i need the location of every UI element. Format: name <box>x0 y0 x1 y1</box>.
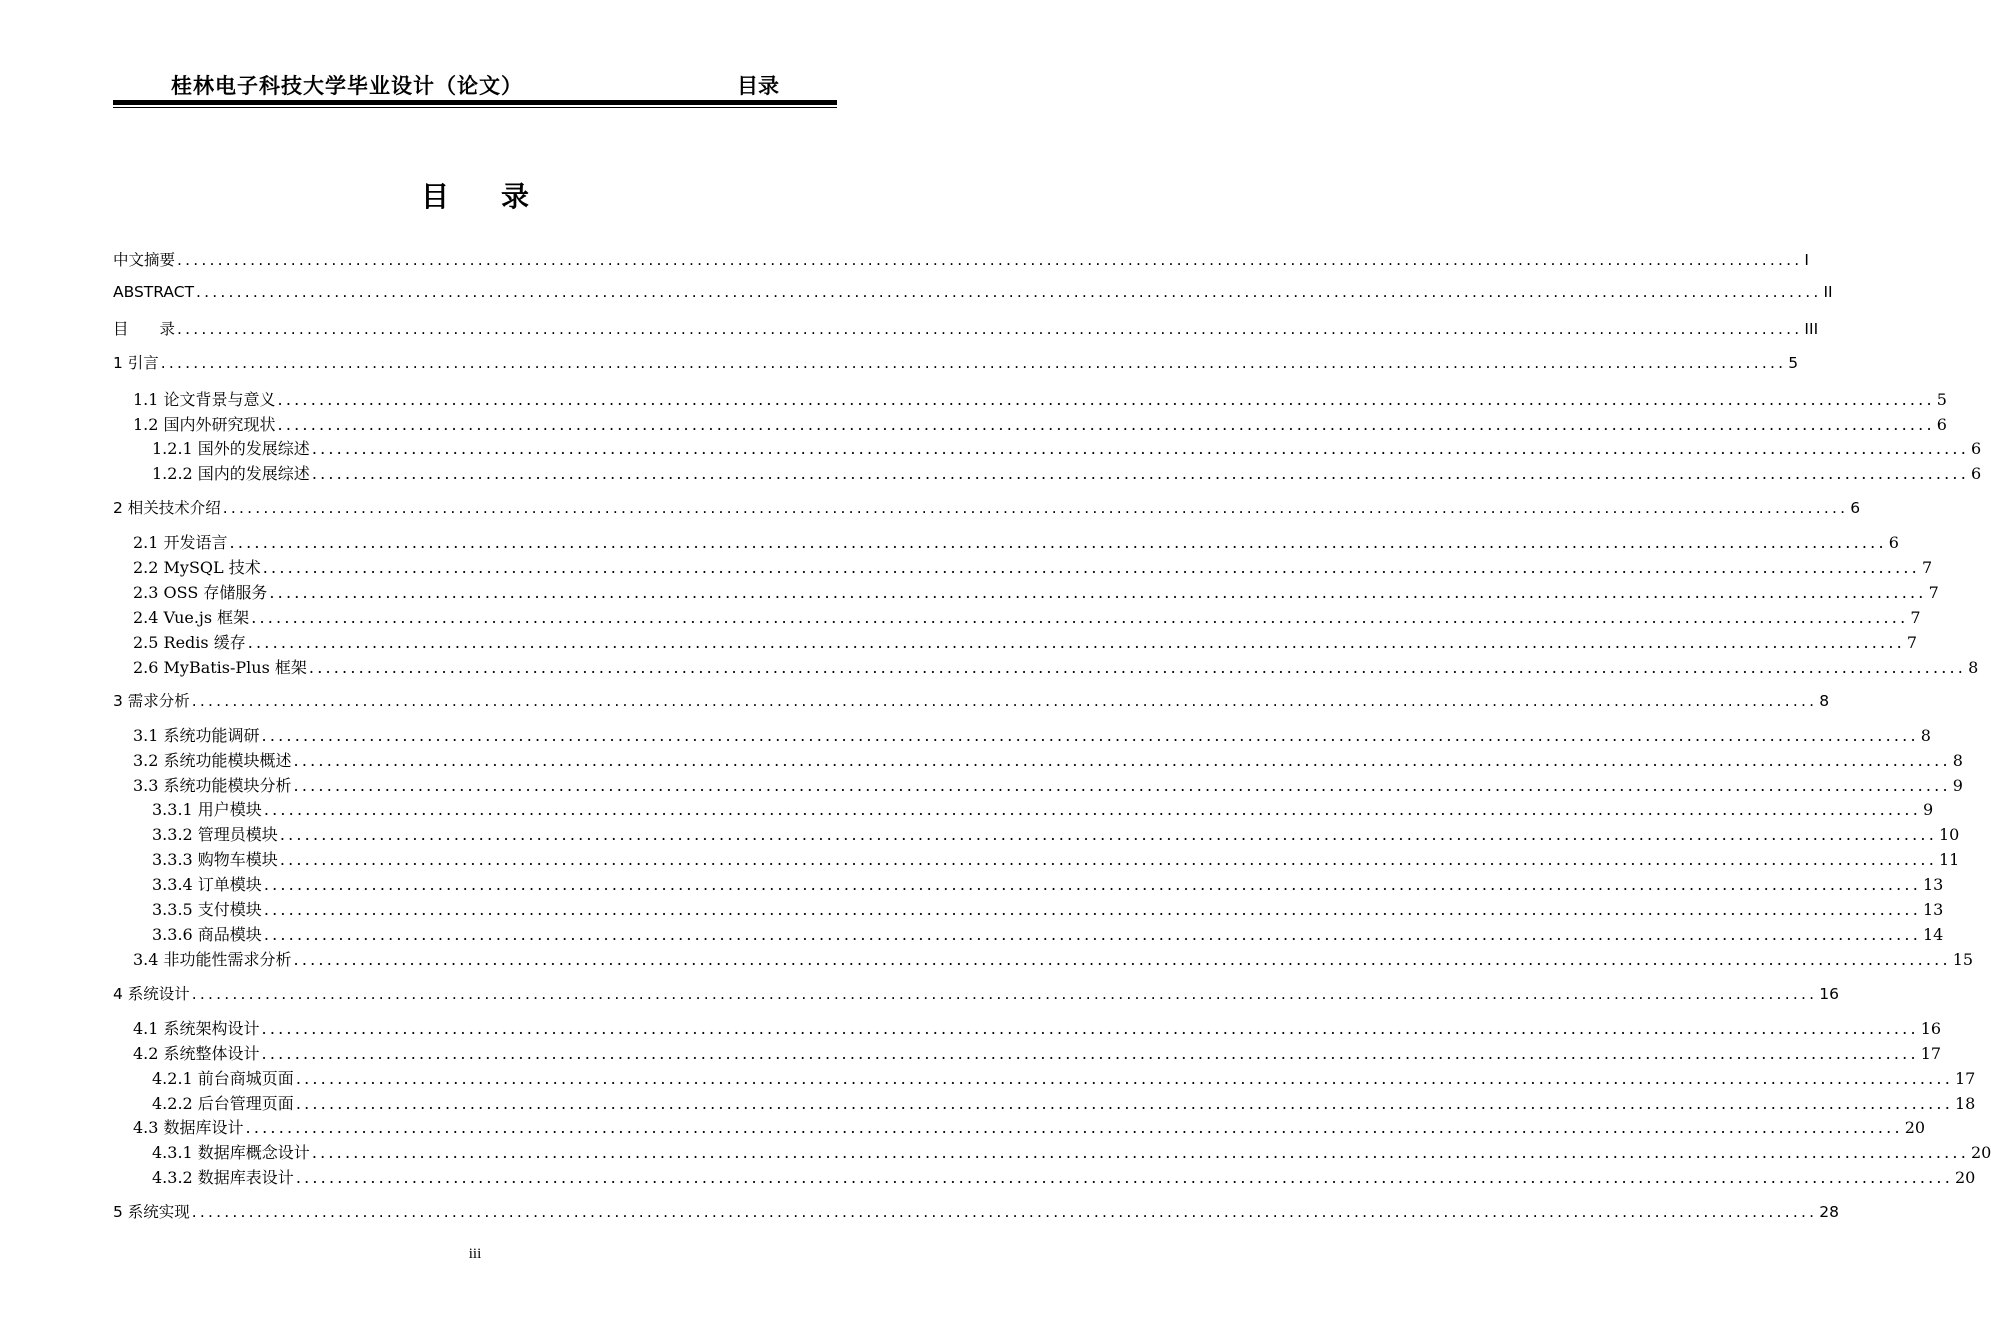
toc-entry-label: 4.2.1 前台商城页面 <box>152 1069 294 1088</box>
toc-dot-leader: ........................................................................................................................................................................................................ <box>311 464 1969 483</box>
toc-dot-leader: ........................................................................................................................................................................................................ <box>277 390 1935 409</box>
toc-entry-page: 16 <box>1920 1019 1942 1038</box>
toc-entry[interactable] <box>113 897 1944 920</box>
toc-entry-page: 20 <box>1955 1168 1976 1187</box>
toc-entry[interactable] <box>113 317 1819 339</box>
toc-dot-leader: ........................................................................................................................................................................................................ <box>277 415 1935 434</box>
toc-entry-page: 17 <box>1955 1069 1976 1088</box>
toc-dot-leader: ........................................................................................................................................................................................................ <box>196 283 1822 301</box>
toc-dot-leader: ........................................................................................................................................................................................................ <box>311 1143 1969 1162</box>
header-rule-thin <box>113 107 837 108</box>
toc-entry-page: 5 <box>1936 390 1947 409</box>
toc-entry[interactable] <box>113 822 1960 845</box>
toc-entry[interactable] <box>113 412 1947 435</box>
toc-entry-page: 17 <box>1920 1044 1942 1063</box>
toc-entry[interactable] <box>113 496 1861 518</box>
toc-entry-label: 5 系统实现 <box>113 1203 190 1221</box>
toc-entry-page: 7 <box>1910 608 1921 627</box>
toc-entry-label: 4.2 系统整体设计 <box>133 1044 260 1063</box>
toc-entry-label: 1 引言 <box>113 354 159 372</box>
toc-entry[interactable] <box>113 1115 1926 1138</box>
toc-entry[interactable] <box>113 1140 1991 1163</box>
toc-entry-page: 7 <box>1928 583 1939 602</box>
toc-dot-leader: ........................................................................................................................................................................................................ <box>261 1019 1919 1038</box>
toc-entry[interactable] <box>113 689 1830 711</box>
toc-dot-leader: ........................................................................................................................................................................................................ <box>279 825 1937 844</box>
toc-dot-leader: ........................................................................................................................................................................................................ <box>269 583 1927 602</box>
toc-entry[interactable] <box>113 872 1944 895</box>
toc-dot-leader: ........................................................................................................................................................................................................ <box>191 985 1818 1003</box>
toc-entry-label: ABSTRACT <box>113 283 195 301</box>
toc-entry[interactable] <box>113 283 1833 301</box>
toc-entry-page: II <box>1823 283 1833 301</box>
toc-entry-page: 7 <box>1921 558 1933 577</box>
toc-entry-page: 5 <box>1788 354 1799 372</box>
toc-dot-leader: ........................................................................................................................................................................................................ <box>293 950 1951 969</box>
toc-entry-label: 2.2 MySQL 技术 <box>133 558 261 577</box>
toc-entry[interactable] <box>113 797 1934 820</box>
toc-dot-leader: ........................................................................................................................................................................................................ <box>295 1168 1953 1187</box>
toc-entry-page: 13 <box>1923 875 1944 894</box>
toc-entry-label: 1.2.2 国内的发展综述 <box>152 464 310 483</box>
toc-entry[interactable] <box>113 947 1974 970</box>
toc-entry-page: 6 <box>1888 533 1899 552</box>
toc-entry[interactable] <box>113 748 1963 771</box>
toc-entry-label: 3.2 系统功能模块概述 <box>133 751 292 770</box>
toc-dot-leader: ........................................................................................................................................................................................................ <box>261 726 1919 745</box>
toc-entry-label: 3.3.6 商品模块 <box>152 925 262 944</box>
toc-entry-page: 16 <box>1819 985 1839 1003</box>
toc-entry-label: 3.3 系统功能模块分析 <box>133 776 292 795</box>
toc-entry[interactable] <box>113 723 1931 746</box>
toc-dot-leader: ........................................................................................................................................................................................................ <box>247 633 1905 652</box>
toc-entry[interactable] <box>113 773 1963 796</box>
page-header <box>113 60 837 108</box>
toc-dot-leader: ........................................................................................................................................................................................................ <box>229 533 1887 552</box>
toc-entry-label: 3.3.1 用户模块 <box>152 800 262 819</box>
header-section-title: 目录 <box>737 73 779 98</box>
toc-dot-leader: ........................................................................................................................................................................................................ <box>263 875 1921 894</box>
toc-entry[interactable] <box>113 248 1809 270</box>
toc-entry[interactable] <box>113 1091 1976 1114</box>
toc-entry-page: 8 <box>1920 726 1931 745</box>
page-number: iii <box>468 1246 482 1262</box>
toc-entry-page: 8 <box>1952 751 1963 770</box>
toc-dot-leader: ........................................................................................................................................................................................................ <box>293 776 1951 795</box>
toc-entry-label: 1.2 国内外研究现状 <box>133 415 276 434</box>
toc-entry-page: 6 <box>1850 499 1861 517</box>
toc-entry[interactable] <box>113 351 1799 373</box>
toc-entry-page: 6 <box>1936 415 1947 434</box>
toc-entry[interactable] <box>113 630 1918 653</box>
toc-dot-leader: ........................................................................................................................................................................................................ <box>263 800 1921 819</box>
toc-entry[interactable] <box>113 555 1933 578</box>
toc-entry[interactable] <box>113 530 1899 553</box>
toc-entry-page: 6 <box>1971 439 1982 458</box>
toc-dot-leader: ........................................................................................................................................................................................................ <box>293 751 1951 770</box>
toc-entry[interactable] <box>113 922 1944 945</box>
toc-entry-label: 1.1 论文背景与意义 <box>133 390 276 409</box>
toc-entry-label: 3.3.4 订单模块 <box>152 875 262 894</box>
toc-dot-leader: ........................................................................................................................................................................................................ <box>191 692 1818 710</box>
toc-entry-label: 3.4 非功能性需求分析 <box>133 950 292 969</box>
toc-entry-page: 10 <box>1939 825 1960 844</box>
toc-entry-page: 20 <box>1904 1118 1926 1137</box>
toc-entry-page: 15 <box>1952 950 1974 969</box>
toc-entry-label: 4.2.2 后台管理页面 <box>152 1094 294 1113</box>
toc-dot-leader: ........................................................................................................................................................................................................ <box>177 251 1803 269</box>
toc-entry-label: 2.5 Redis 缓存 <box>133 633 246 652</box>
toc-entry-label: 4.3 数据库设计 <box>133 1118 244 1137</box>
toc-entry[interactable] <box>113 461 1982 484</box>
toc-entry-label: 4.3.2 数据库表设计 <box>152 1168 294 1187</box>
toc-entry[interactable] <box>113 1200 1839 1222</box>
toc-entry-page: 20 <box>1971 1143 1991 1162</box>
toc-dot-leader: ........................................................................................................................................................................................................ <box>311 439 1969 458</box>
toc-dot-leader: ........................................................................................................................................................................................................ <box>160 354 1787 372</box>
toc-entry-label: 目 录 <box>113 320 176 338</box>
toc-entry[interactable] <box>113 1066 1976 1089</box>
toc-entry-page: 14 <box>1923 925 1944 944</box>
toc-entry-page: 11 <box>1939 850 1960 869</box>
toc-entry-page: 9 <box>1923 800 1934 819</box>
toc-dot-leader: ........................................................................................................................................................................................................ <box>261 1044 1919 1063</box>
toc-entry-label: 2.1 开发语言 <box>133 533 228 552</box>
header-rule-thick <box>113 100 837 105</box>
toc-entry-label: 4.3.1 数据库概念设计 <box>152 1143 310 1162</box>
toc-entry-label: 3.3.2 管理员模块 <box>152 825 278 844</box>
toc-entry-page: III <box>1804 320 1819 338</box>
toc-entry-page: 13 <box>1923 900 1944 919</box>
toc-entry-label: 3.3.5 支付模块 <box>152 900 262 919</box>
toc-entry[interactable] <box>113 605 1921 628</box>
toc-entry[interactable] <box>113 580 1939 603</box>
toc-entry[interactable] <box>113 655 1979 678</box>
toc-dot-leader: ........................................................................................................................................................................................................ <box>263 900 1921 919</box>
toc-entry[interactable] <box>113 982 1839 1004</box>
toc-entry-label: 3.1 系统功能调研 <box>133 726 260 745</box>
toc-dot-leader: ........................................................................................................................................................................................................ <box>251 608 1909 627</box>
toc-entry[interactable] <box>113 387 1947 410</box>
toc-dot-leader: ........................................................................................................................................................................................................ <box>222 499 1849 517</box>
toc-dot-leader: ........................................................................................................................................................................................................ <box>245 1118 1903 1137</box>
toc-entry-label: 4.1 系统架构设计 <box>133 1019 260 1038</box>
toc-entry-label: 3.3.3 购物车模块 <box>152 850 278 869</box>
toc-entry-page: 6 <box>1971 464 1982 483</box>
toc-entry[interactable] <box>113 436 1982 459</box>
toc-dot-leader: ........................................................................................................................................................................................................ <box>263 925 1921 944</box>
toc-title: 目录 <box>420 180 581 213</box>
toc-dot-leader: ........................................................................................................................................................................................................ <box>279 850 1937 869</box>
toc-entry[interactable] <box>113 1165 1976 1188</box>
toc-entry-label: 4 系统设计 <box>113 985 190 1003</box>
toc-entry-label: 2.3 OSS 存储服务 <box>133 583 268 602</box>
toc-dot-leader: ........................................................................................................................................................................................................ <box>262 558 1920 577</box>
toc-entry-page: 18 <box>1955 1094 1976 1113</box>
toc-entry-label: 中文摘要 <box>113 251 176 269</box>
toc-entry-page: 28 <box>1819 1203 1839 1221</box>
toc-entry-label: 2 相关技术介绍 <box>113 499 221 517</box>
toc-entry-label: 3 需求分析 <box>113 692 190 710</box>
toc-entry[interactable] <box>113 847 1960 870</box>
toc-dot-leader: ........................................................................................................................................................................................................ <box>191 1203 1818 1221</box>
toc-dot-leader: ........................................................................................................................................................................................................ <box>177 320 1803 338</box>
toc-entry[interactable] <box>113 1041 1942 1064</box>
toc-dot-leader: ........................................................................................................................................................................................................ <box>295 1094 1953 1113</box>
toc-dot-leader: ........................................................................................................................................................................................................ <box>295 1069 1953 1088</box>
toc-entry-page: 9 <box>1952 776 1963 795</box>
toc-entry-page: 8 <box>1819 692 1830 710</box>
toc-dot-leader: ........................................................................................................................................................................................................ <box>308 658 1967 677</box>
toc-entry-label: 1.2.1 国外的发展综述 <box>152 439 310 458</box>
toc-entry-label: 2.4 Vue.js 框架 <box>133 608 250 627</box>
toc-entry-label: 2.6 MyBatis-Plus 框架 <box>133 658 307 677</box>
toc-entry-page: 8 <box>1968 658 1979 677</box>
toc-entry-page: 7 <box>1906 633 1918 652</box>
header-university-title: 桂林电子科技大学毕业设计（论文） <box>171 73 523 98</box>
toc-entry[interactable] <box>113 1016 1942 1039</box>
toc-entry-page: I <box>1804 251 1809 269</box>
